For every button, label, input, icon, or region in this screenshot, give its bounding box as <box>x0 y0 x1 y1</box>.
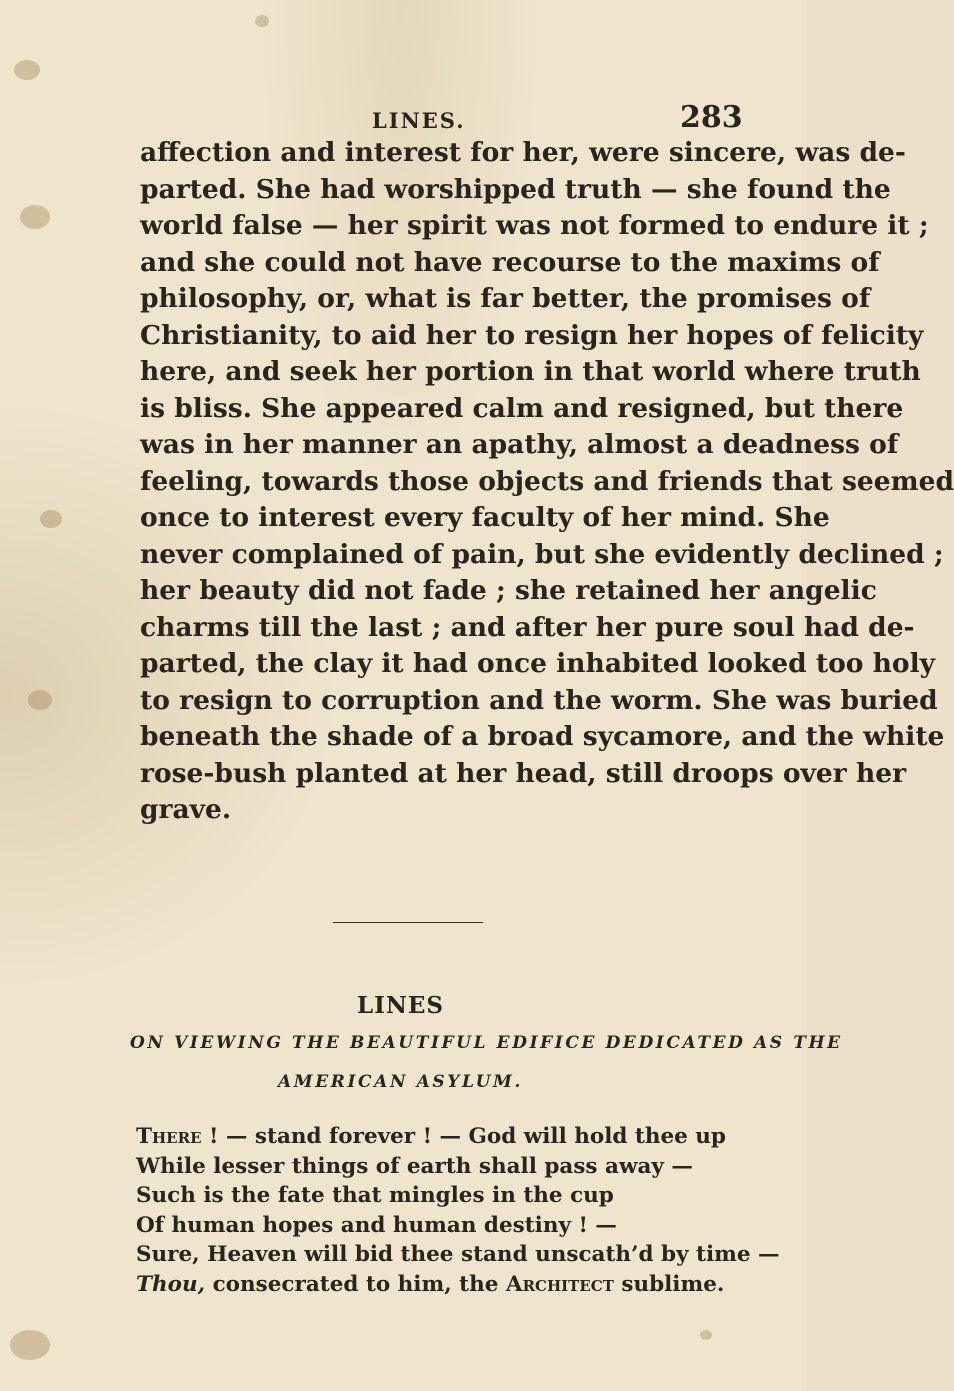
prose-line: beneath the shade of a broad sycamore, and the white <box>140 721 945 752</box>
foxing-spot <box>10 1330 50 1360</box>
poem-stanza <box>136 1122 780 1299</box>
foxing-spot <box>700 1330 712 1340</box>
page-number: 283 <box>680 100 743 135</box>
prose-line: was in her manner an apathy, almost a deadness of <box>140 429 899 460</box>
prose-line: Christianity, to aid her to resign her hopes of felicity <box>140 319 924 351</box>
prose-line: rose-bush planted at her head, still droops over her <box>140 757 907 789</box>
prose-line: feeling, towards those objects and friends that seemed <box>140 465 954 497</box>
prose-line: here, and seek her portion in that world where truth <box>140 356 921 387</box>
foxing-spot <box>20 205 50 229</box>
verse-lead-word: There <box>136 1124 202 1149</box>
verse-text: ! — stand forever ! — God will hold thee up <box>201 1124 726 1149</box>
poem-verse <box>136 1122 736 1152</box>
verse-text: consecrated to him, the <box>205 1271 506 1297</box>
poem-verse <box>136 1270 736 1300</box>
prose-line: to resign to corruption and the worm. She was buried <box>140 684 938 716</box>
poem-verse: Of human hopes and human destiny ! — <box>136 1212 617 1238</box>
prose-line: philosophy, or, what is far better, the promises of <box>140 283 871 314</box>
prose-line: never complained of pain, but she evidently declined ; <box>140 538 944 570</box>
prose-paragraph <box>140 135 954 829</box>
prose-line: grave. <box>140 794 232 825</box>
prose-line: parted. She had worshipped truth — she found the <box>140 173 891 205</box>
section-divider <box>333 922 483 923</box>
verse-smallcaps-word: Architect <box>505 1271 614 1297</box>
prose-line: world false — her spirit was not formed to endure it ; <box>140 210 929 241</box>
prose-line: parted, the clay it had once inhabited looked too holy <box>140 648 936 679</box>
prose-line: is bliss. She appeared calm and resigned, but there <box>140 392 904 424</box>
verse-text: sublime. <box>613 1271 725 1297</box>
prose-line: affection and interest for her, were sincere, was de- <box>140 137 906 168</box>
poem-subtitle: AMERICAN ASYLUM. <box>277 1072 523 1092</box>
verse-emphasis: Thou, <box>136 1271 206 1297</box>
poem-verse: While lesser things of earth shall pass away — <box>136 1153 693 1179</box>
poem-verse: Sure, Heaven will bid thee stand unscath’d by time — <box>136 1242 780 1267</box>
foxing-spot <box>255 15 269 27</box>
prose-line: and she could not have recourse to the maxims of <box>140 246 880 278</box>
foxing-spot <box>40 510 62 528</box>
foxing-spot <box>14 60 40 80</box>
running-title: LINES. <box>372 108 466 133</box>
foxing-spot <box>28 690 52 710</box>
poem-heading: LINES <box>356 992 445 1019</box>
prose-line: charms till the last ; and after her pure soul had de- <box>140 611 915 643</box>
poem-verse: Such is the fate that mingles in the cup <box>136 1183 614 1208</box>
poem-subtitle: ON VIEWING THE BEAUTIFUL EDIFICE DEDICATED AS THE <box>130 1033 843 1053</box>
prose-line: once to interest every faculty of her mind. She <box>140 502 830 533</box>
prose-line: her beauty did not fade ; she retained her angelic <box>140 575 877 606</box>
